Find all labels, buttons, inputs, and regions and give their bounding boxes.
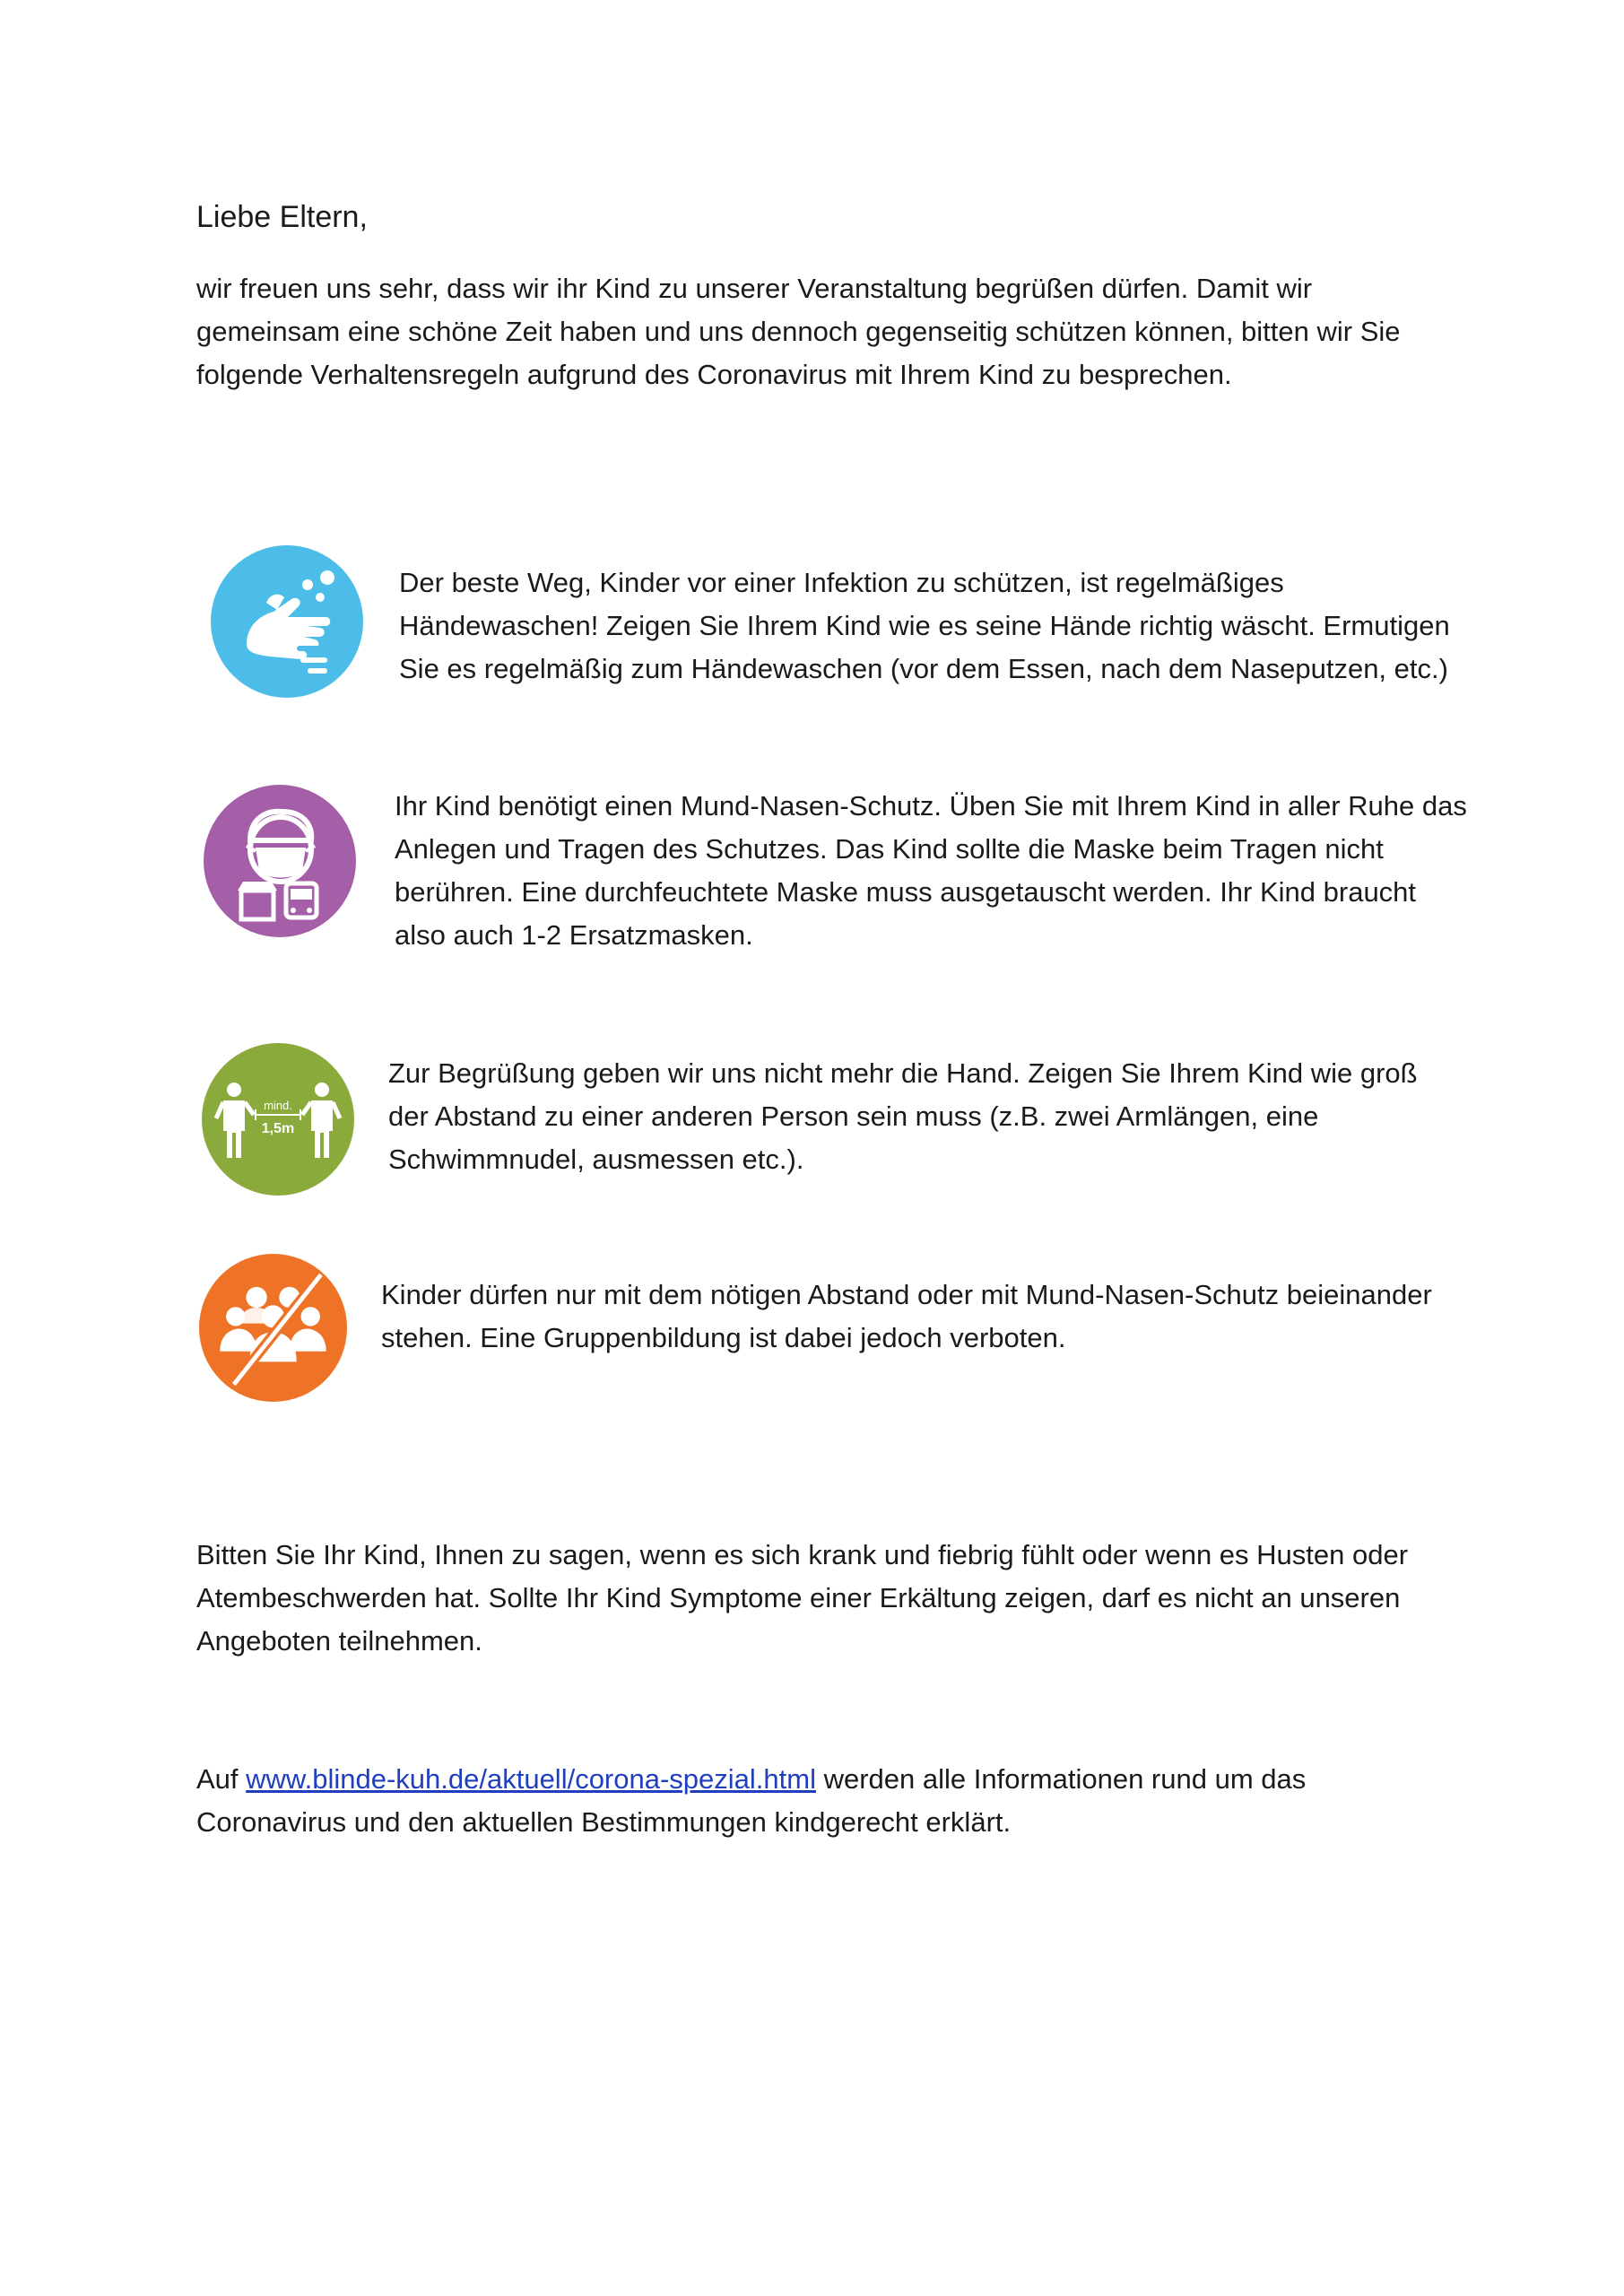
rule-handwash-text: Der beste Weg, Kinder vor einer Infektion zu schützen, ist regelmäßiges Händewaschen! Zeigen Sie Ihrem Kind wie es seine Hände richtig wäscht. Ermutigen Sie es regelmäßig zum Händewaschen (vor dem Essen, nach dem Naseputzen, etc.) (399, 567, 1450, 684)
handwash-icon (211, 545, 363, 698)
info-paragraph (196, 1758, 1452, 1844)
greeting: Liebe Eltern, (196, 200, 368, 234)
rule-groups-text: Kinder dürfen nur mit dem nötigen Abstand oder mit Mund-Nasen-Schutz beieinander stehen. Eine Gruppenbildung ist dabei jedoch verboten. (381, 1279, 1432, 1353)
rule-distance-text: Zur Begrüßung geben wir uns nicht mehr die Hand. Zeigen Sie Ihrem Kind wie groß der Abstand zu einer anderen Person sein muss (z.B. zwei Armlängen, eine Schwimmnudel, ausmessen etc.). (388, 1057, 1418, 1175)
closing-paragraph: Bitten Sie Ihr Kind, Ihnen zu sagen, wenn es sich krank und fiebrig fühlt oder wenn es Husten oder Atembeschwerden hat. Sollte Ihr Kind Symptome einer Erkältung zeigen, darf es nicht an unseren Angeboten teilnehmen. (196, 1539, 1409, 1657)
distance-icon (202, 1043, 354, 1196)
info-suffix: werden alle Informationen rund um das Coronavirus und den aktuellen Bestimmungen kindgerecht erklärt. (196, 1763, 1307, 1838)
distance-icon-label-bottom: 1,5m (261, 1121, 295, 1136)
intro-paragraph: wir freuen uns sehr, dass wir ihr Kind zu unserer Veranstaltung begrüßen dürfen. Damit wir gemeinsam eine schöne Zeit haben und uns dennoch gegenseitig schützen können, bitten wir Sie folgende Verhaltensregeln aufgrund des Coronavirus mit Ihrem Kind zu besprechen. (196, 273, 1401, 390)
no-groups-icon (199, 1254, 347, 1402)
distance-icon-label-top: mind. (264, 1099, 292, 1112)
face-mask-icon (204, 785, 356, 937)
rule-mask-text: Ihr Kind benötigt einen Mund-Nasen-Schutz. Üben Sie mit Ihrem Kind in aller Ruhe das Anlegen und Tragen des Schutzes. Das Kind sollte die Maske beim Tragen nicht berühren. Eine durchfeuchtete Maske muss ausgetauscht werden. Ihr Kind braucht also auch 1-2 Ersatzmasken. (395, 790, 1467, 951)
blinde-kuh-link[interactable]: www.blinde-kuh.de/aktuell/corona-spezial.html (246, 1763, 816, 1795)
info-prefix: Auf (196, 1763, 247, 1795)
